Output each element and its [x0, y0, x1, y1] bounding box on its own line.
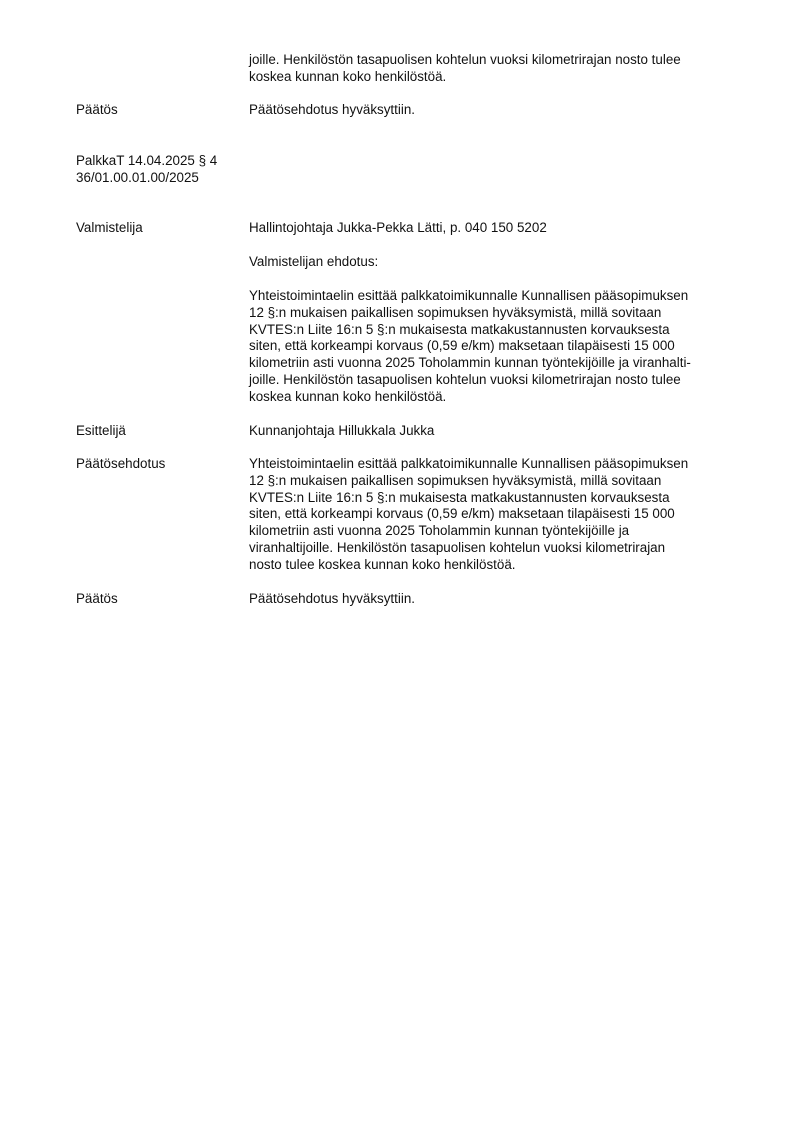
- presenter-label: Esittelijä: [76, 423, 126, 438]
- paragraph-line: nosto tulee koskea kunnan koko henkilöstöä.: [249, 556, 516, 572]
- paragraph-line: koskea kunnan koko henkilöstöä.: [249, 68, 447, 84]
- paragraph-line: kilometriin asti vuonna 2025 Toholammin kunnan työntekijöille ja: [249, 523, 630, 539]
- paragraph-line: siten, että korkeampi korvaus (0,59 e/km) maksetaan tilapäisesti 15 000: [249, 506, 675, 522]
- proposal-paragraph: [249, 456, 741, 574]
- record-number: 36/01.00.01.00/2025: [76, 169, 199, 185]
- preparer-text: Hallintojohtaja Jukka-Pekka Lätti, p. 040 150 5202: [249, 220, 547, 235]
- preparer-label: Valmistelija: [76, 220, 143, 235]
- meeting-reference: PalkkaT 14.04.2025 § 4: [76, 153, 218, 168]
- paragraph-line: 12 §:n mukaisen paikallisen sopimuksen hyväksymistä, millä sovitaan: [249, 304, 662, 320]
- paragraph-line: viranhaltijoille. Henkilöstön tasapuolisen kohtelun vuoksi kilometrirajan: [249, 539, 666, 555]
- reference-block: [76, 153, 241, 187]
- paragraph-line: siten, että korkeampi korvaus (0,59 e/km) maksetaan tilapäisesti 15 000: [249, 338, 675, 354]
- paragraph-line: koskea kunnan koko henkilöstöä.: [249, 388, 447, 404]
- presenter-text: Kunnanjohtaja Hillukkala Jukka: [249, 423, 435, 438]
- proposal-label: Päätösehdotus: [76, 456, 166, 471]
- decision-label: Päätös: [76, 102, 118, 117]
- paragraph-line: Yhteistoimintaelin esittää palkkatoimikunnalle Kunnallisen pääsopimuksen: [249, 288, 689, 303]
- paragraph-line: kilometriin asti vuonna 2025 Toholammin kunnan työntekijöille ja viranhalti-: [249, 355, 691, 371]
- decision-label: Päätös: [76, 591, 118, 606]
- paragraph-line: KVTES:n Liite 16:n 5 §:n mukaisesta matkakustannusten korvauksesta: [249, 321, 670, 337]
- paragraph-line: KVTES:n Liite 16:n 5 §:n mukaisesta matkakustannusten korvauksesta: [249, 489, 670, 505]
- decision-text: Päätösehdotus hyväksyttiin.: [249, 591, 415, 606]
- preparer-proposal-heading: Valmistelijan ehdotus:: [249, 254, 379, 269]
- paragraph-line: joille. Henkilöstön tasapuolisen kohtelun vuoksi kilometrirajan nosto tulee: [249, 371, 681, 387]
- paragraph-line: joille. Henkilöstön tasapuolisen kohtelun vuoksi kilometrirajan nosto tulee: [249, 52, 681, 67]
- paragraph-line: 12 §:n mukaisen paikallisen sopimuksen hyväksymistä, millä sovitaan: [249, 472, 662, 488]
- paragraph-line: Yhteistoimintaelin esittää palkkatoimikunnalle Kunnallisen pääsopimuksen: [249, 456, 689, 471]
- preparer-proposal-paragraph: [249, 288, 741, 406]
- continuation-paragraph: [249, 52, 741, 86]
- decision-text: Päätösehdotus hyväksyttiin.: [249, 102, 415, 117]
